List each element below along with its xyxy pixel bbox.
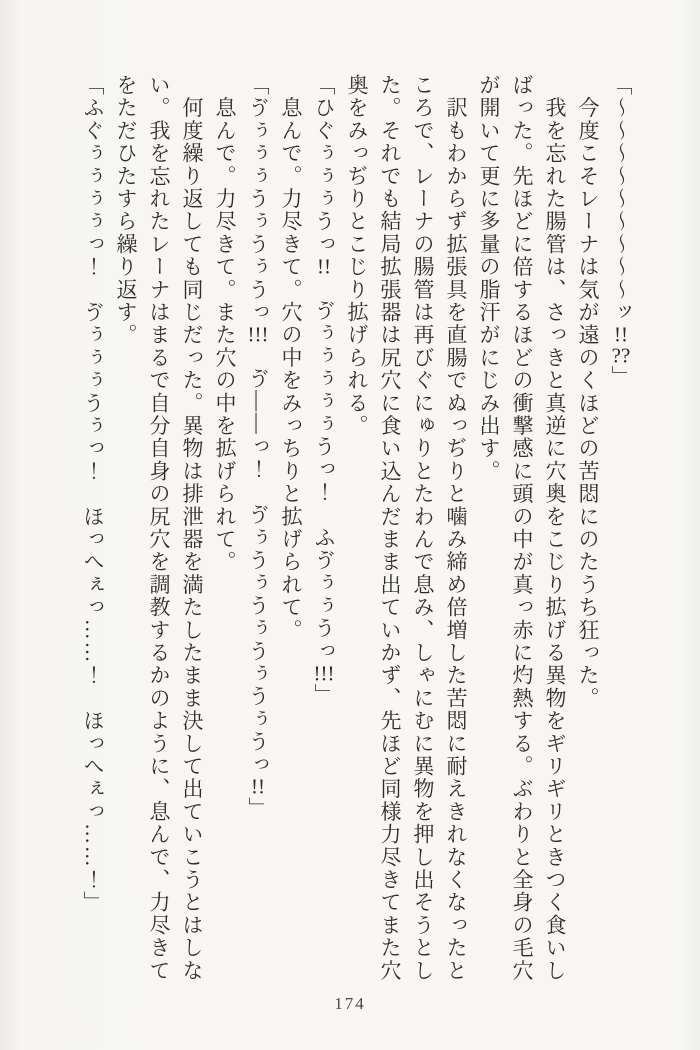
dialogue-line: [241, 74, 274, 992]
narrative-paragraph: [340, 74, 472, 992]
text-run: 息んで。力尽きて。穴の中をみっちりと拡げられて。: [279, 74, 303, 642]
text-run: 」: [312, 683, 336, 707]
tate-chu-yoko-run: ??: [611, 344, 631, 366]
tate-chu-yoko-run: !!: [251, 776, 265, 798]
narrative-paragraph: [109, 74, 208, 992]
tate-chu-yoko-run: !!: [317, 255, 331, 277]
narrative-paragraph: [274, 74, 307, 992]
text-run: 「ゔぅぅぅうぅうぅうっ: [246, 74, 270, 324]
text-run: 今度こそレーナは気が遠のくほどの苦悶にのたうち狂った。: [576, 74, 600, 710]
text-run: 」: [246, 797, 270, 820]
text-run: 訳もわからず拡張具を直腸でぬっぢりと噛み締め倍増した苦悶に耐えきれなくなったところで、レーナの腸管は再びぐにゅりとたわんで息み、しゃにむに異物を押し出そうとした。それでも結局拡張器は尻穴に食い込んだまま出ていかず、先ほど同様力尽きてまた穴奥をみっぢりとこじり拡げられる。: [345, 74, 468, 983]
text-run: ゔ——っ！ ゔぅうぅうぅうぅうぅうっ: [246, 344, 270, 777]
text-run: 「ふぐぅぅぅぅっ！ ゔぅぅぅうぅっ！ ほっへぇっ……！ ほっへぇっ……！」: [81, 74, 105, 914]
narrative-paragraph: [472, 74, 571, 992]
text-run: 「ひぐぅぅぅうっ: [312, 74, 336, 256]
text-run: 」: [609, 365, 633, 389]
narrative-paragraph: [571, 74, 604, 992]
dialogue-line: [307, 74, 340, 992]
narrative-paragraph: [208, 74, 241, 992]
dialogue-line: [604, 74, 637, 992]
tate-chu-yoko-run: !!: [614, 323, 628, 345]
vertical-text-block: [62, 74, 637, 992]
text-run: 我を忘れた腸管は、さっきと真逆に穴奥をこじり拡げる異物をギリギリときつく食いしばった。先ほどに倍するほどの衝撃感に頭の中が真っ赤に灼熱する。ぶわりと全身の毛穴が開いて更に多量の脂汗がにじみ出す。: [477, 74, 567, 982]
text-run: ゔぅぅぅぅぅうっ！ ふゔぅぅうっ: [312, 276, 336, 663]
tate-chu-yoko-run: !!!: [247, 323, 269, 345]
text-run: 「～～～～～～～～～ッ: [609, 74, 633, 324]
page-number: 174: [334, 994, 366, 1013]
text-run: 息んで。力尽きて。また穴の中を拡げられて。: [213, 74, 237, 574]
tate-chu-yoko-run: !!!: [313, 662, 335, 684]
dialogue-line: [76, 74, 109, 992]
text-run: 何度繰り返しても同じだった。異物は排泄器を満たしたまま決して出ていこうとはしない。我を忘れたレーナはまるで自分自身の尻穴を調教するかのように、息んで、力尽きてをただひたすら繰り返す。: [114, 74, 204, 982]
